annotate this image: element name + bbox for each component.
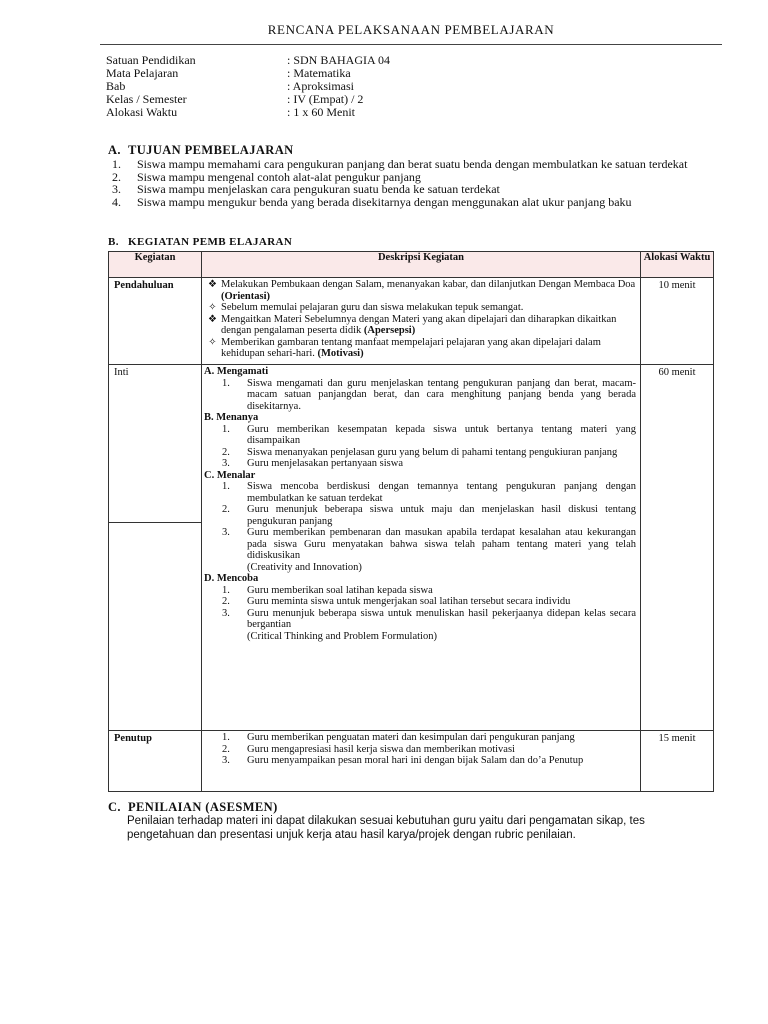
bullet-diamond-icon: ❖ (208, 279, 217, 290)
table-header-row (109, 252, 714, 278)
list-item (202, 732, 640, 744)
row-label: Penutup (109, 731, 202, 792)
list-item (202, 447, 640, 459)
goal-text: Siswa mampu menjelaskan cara pengukuran suatu benda ke satuan terdekat (137, 182, 500, 197)
item-number: 1. (222, 732, 230, 743)
item-text: Guru mengapresiasi hasil kerja siswa dan memberikan motivasi (247, 743, 515, 755)
bullet-diamond-icon: ❖ (208, 313, 217, 325)
item-number: 3. (222, 458, 230, 469)
identity-label: Kelas / Semester (106, 92, 187, 106)
identity-value: : IV (Empat) / 2 (287, 92, 364, 106)
subsection-title: B. Menanya (204, 412, 259, 423)
item-number: 2. (222, 743, 230, 755)
item-number: 3. (222, 755, 230, 766)
item-number: 1. (222, 584, 230, 596)
goal-number: 4. (112, 194, 121, 209)
list-item (202, 314, 640, 337)
item-text: Guru menunjuk beberapa siswa untuk menuliskan hasil pekerjaanya didepan kelas secara bergantian (247, 607, 636, 630)
item-tag: (Orientasi) (221, 290, 270, 302)
list-item (112, 158, 697, 171)
goal-number: 3. (112, 182, 121, 197)
item-number: 2. (222, 596, 230, 607)
list-item (202, 424, 640, 447)
item-text: Guru memberikan soal latihan kepada siswa (247, 584, 433, 596)
list-item (202, 458, 640, 470)
section-b-heading (108, 236, 292, 248)
assessment-paragraph: Penilaian terhadap materi ini dapat dilakukan sesuai kebutuhan guru yaitu dari pengamatan sikap, tes pengetahuan dan presentasi unjuk kerja atau hasil karya/projek dengan rubric penilaian. (127, 815, 645, 841)
item-number: 2. (222, 504, 230, 515)
list-item (202, 378, 640, 413)
subsection-title: A. Mengamati (204, 366, 269, 377)
subsection-title: D. Mencoba (204, 573, 259, 584)
item-number: 1. (222, 481, 230, 492)
list-item (202, 337, 640, 360)
identity-value: : Aproksimasi (287, 79, 355, 93)
list-item (112, 196, 697, 209)
item-tag: (Apersepsi) (363, 325, 416, 336)
header-deskripsi: Deskripsi Kegiatan (202, 252, 641, 278)
goals-list (112, 158, 697, 208)
list-item (202, 481, 640, 504)
item-text: Guru memberikan pembenaran dan masukan apabila terdapat kesalahan atau kekurangan pada siswa Guru menyatakan bahwa siswa telah paham tentang materi yang telah didiskusikan (247, 527, 636, 561)
identity-label: Satuan Pendidikan (106, 53, 196, 67)
item-number: 1. (222, 423, 230, 435)
item-text: Memberikan gambaran tentang manfaat mempelajari pelajaran yang akan dipelajari dalam kehidupan sehari-hari. (221, 336, 601, 359)
list-item (202, 504, 640, 527)
activities-table (108, 251, 714, 792)
inti-description (202, 365, 641, 731)
item-text: Mengaitkan Materi Sebelumnya dengan Materi yang akan dipelajari dan diharapkan dikaitkan dengan pengalaman peserta didik (221, 313, 617, 336)
section-a-title: TUJUAN PEMBELAJARAN (128, 143, 294, 157)
item-text: Guru menjelasakan pertanyaan siswa (247, 458, 403, 469)
item-text: Siswa mengamati dan guru menjelaskan tentang pengukuran panjang dan berat, macam-macam satuan panjangdan berat, dan cara menghitung panjang benda yang berada disekitarnya. (247, 377, 636, 412)
header-kegiatan: Kegiatan (109, 252, 202, 278)
item-text: Guru meminta siswa untuk mengerjakan soal latihan tersebut secara individu (247, 596, 571, 607)
list-item (202, 608, 640, 631)
identity-value: : Matematika (287, 66, 351, 80)
list-item (202, 755, 640, 767)
list-item (112, 183, 697, 196)
table-row-pendahuluan (109, 278, 714, 365)
row-label-cell (109, 365, 202, 731)
row-time: 15 menit (641, 731, 714, 792)
document-title: RENCANA PELAKSANAAN PEMBELAJARAN (267, 22, 555, 37)
identity-label: Mata Pelajaran (106, 66, 179, 80)
section-c-letter: C. (108, 800, 121, 814)
penutup-description (202, 731, 641, 792)
item-text: Sebelum memulai pelajaran guru dan siswa melakukan tepuk semangat. (221, 302, 524, 313)
list-item (202, 744, 640, 756)
table-row-penutup (109, 731, 714, 792)
goal-number: 2. (112, 169, 121, 184)
item-text: Guru menunjuk beberapa siswa untuk maju dan menjelaskan hasil diskusi tentang pengukuran panjang (247, 504, 636, 527)
identity-label: Alokasi Waktu (106, 105, 178, 119)
item-number: 1. (222, 377, 230, 389)
item-text: Guru memberikan kesempatan kepada siswa untuk bertanya tentang materi yang disampaikan (247, 423, 636, 446)
skill-note: (Creativity and Innovation) (247, 561, 362, 573)
bullet-star-icon: ✧ (208, 302, 217, 313)
goal-number: 1. (112, 157, 121, 171)
item-text: Siswa mencoba berdiskusi dengan temannya tentang pengukuran panjang dengan membulatkan ke satuan terdekat (247, 481, 636, 504)
section-b-title: KEGIATAN PEMB ELAJARAN (128, 236, 293, 248)
goal-text: Siswa mampu mengenal contoh alat-alat pengukur panjang (137, 169, 421, 184)
item-text: Guru memberikan penguatan materi dan kesimpulan dari pengukuran panjang (247, 732, 575, 743)
row-time: 10 menit (641, 278, 714, 365)
item-number: 3. (222, 527, 230, 538)
list-item (202, 302, 640, 314)
identity-label: Bab (106, 79, 126, 93)
table-row-inti (109, 365, 714, 731)
list-item (202, 596, 640, 608)
title-rule (100, 44, 722, 45)
row-label: Pendahuluan (109, 278, 202, 365)
row-label: Inti (109, 365, 201, 523)
identity-value: : SDN BAHAGIA 04 (287, 53, 391, 67)
section-a-letter: A. (108, 143, 121, 157)
bullet-star-icon: ✧ (208, 336, 217, 348)
skill-note: (Critical Thinking and Problem Formulation) (247, 630, 437, 642)
header-alokasi: Alokasi Waktu (641, 252, 714, 278)
list-item (202, 279, 640, 302)
subsection-title: C. Menalar (204, 469, 256, 481)
list-item (202, 527, 640, 562)
section-c-heading (108, 800, 278, 815)
pendahuluan-description (202, 278, 641, 365)
section-c-title: PENILAIAN (ASESMEN) (128, 800, 278, 814)
item-text: Siswa menanyakan penjelasan guru yang belum di pahami tentang pengukiuran panjang (247, 446, 618, 458)
section-b-letter: B. (108, 236, 119, 248)
identity-block (106, 54, 390, 119)
item-number: 3. (222, 607, 230, 619)
row-time: 60 menit (641, 365, 714, 731)
section-a-heading (108, 143, 294, 158)
item-number: 2. (222, 446, 230, 458)
identity-value: : 1 x 60 Menit (287, 105, 355, 119)
item-text: Melakukan Pembukaan dengan Salam, menanyakan kabar, dan dilanjutkan Dengan Membaca Doa (221, 279, 636, 290)
list-item (202, 585, 640, 597)
item-text: Guru menyampaikan pesan moral hari ini dengan bijak Salam dan do’a Penutup (247, 755, 584, 766)
goal-text: Siswa mampu mengukur benda yang berada disekitarnya dengan menggunakan alat ukur panjang baku (137, 194, 632, 209)
goal-text: Siswa mampu memahami cara pengukuran panjang dan berat suatu benda dengan membulatkan ke satuan terdekat (137, 157, 688, 171)
item-tag: (Motivasi) (317, 348, 364, 359)
identity-row (106, 106, 390, 119)
